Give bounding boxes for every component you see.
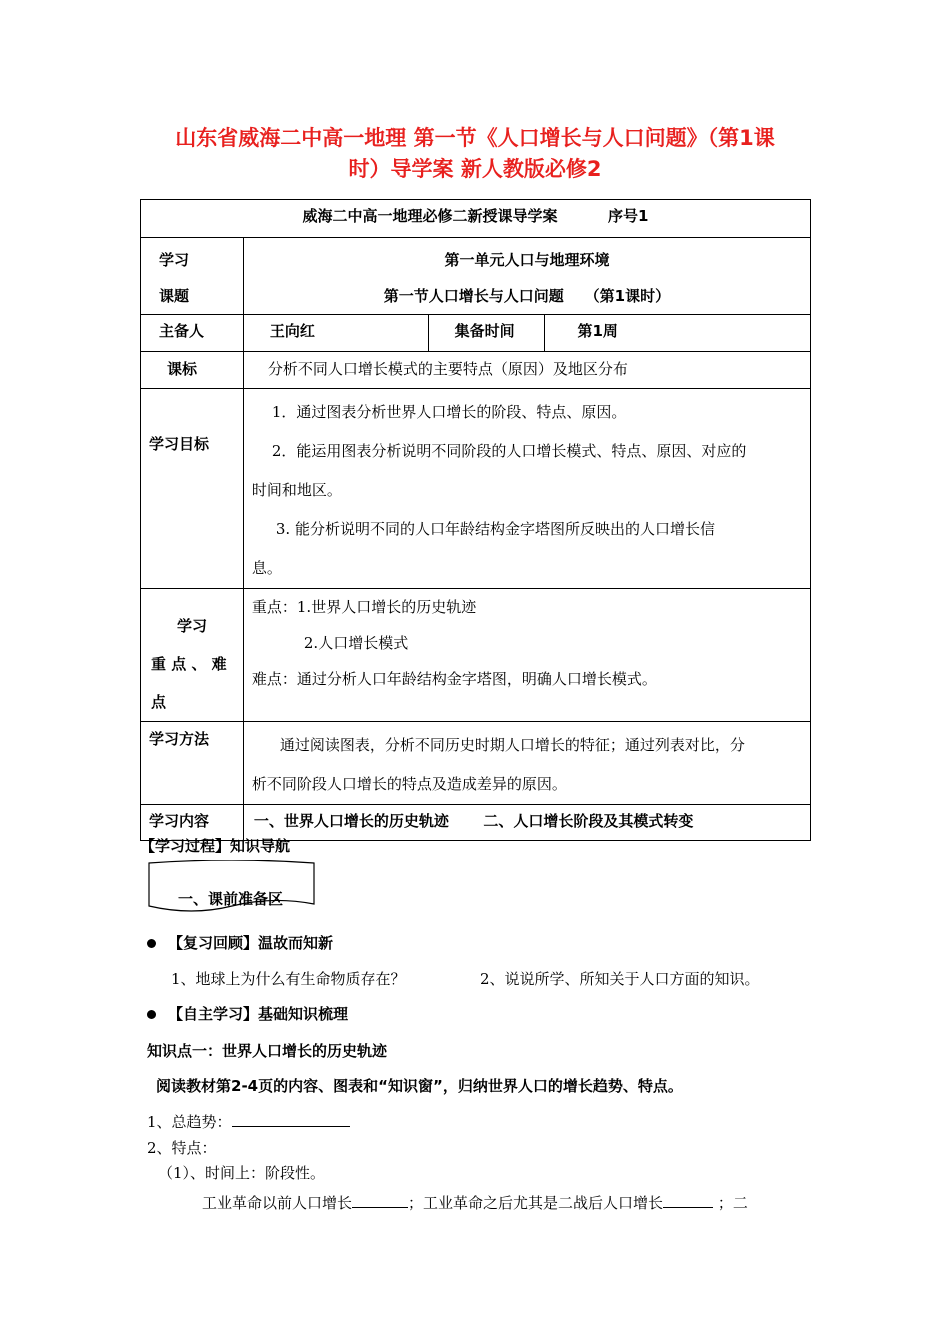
- document-title-line-2: 时）导学案 新人教版必修2: [348, 157, 602, 181]
- preparer-value-cell: [243, 315, 428, 352]
- time-value: 第1周: [577, 322, 618, 340]
- item-2-label: 2、特点：: [147, 1139, 217, 1157]
- review-question-1: 1、地球上为什么有生命物质存在？: [171, 970, 406, 988]
- method-line-1: 通过阅读图表，分析不同历史时期人口增长的特征；通过列表对比，分: [279, 736, 745, 754]
- method-line-2: 析不同阶段人口增长的特点及造成差异的原因。: [251, 775, 567, 793]
- document-title: [120, 123, 830, 185]
- flag-label: 一、课前准备区: [178, 890, 284, 908]
- goal-item-2: 2．能运用图表分析说明不同阶段的人口增长模式、特点、原因、对应的: [271, 442, 747, 460]
- content-item-1: 一、世界人口增长的历史轨迹: [253, 812, 449, 830]
- topic-label-cell: [141, 238, 244, 315]
- time-label: 集备时间: [454, 322, 515, 340]
- content-label: 学习内容: [149, 812, 210, 830]
- post-industrial-blank: [663, 1207, 713, 1208]
- review-question-2: 2、说说所学、所知关于人口方面的知识。: [480, 970, 760, 988]
- unit-title: 第一单元人口与地理环境: [444, 251, 610, 269]
- standard-label-cell: [141, 352, 244, 389]
- keypoints-label-2: 重 点 、 难: [151, 655, 227, 673]
- goal-item-3: 3. 能分析说明不同的人口年龄结构金字塔图所反映出的人口增长信: [275, 520, 715, 538]
- section-title: 第一节人口增长与人口问题: [383, 287, 564, 305]
- topic-label-2: 课题: [159, 287, 190, 305]
- review-heading: 【复习回顾】温故而知新: [168, 934, 334, 952]
- keypoints-label-3: 点: [151, 693, 167, 711]
- keypoints-value-cell: [243, 589, 810, 722]
- process-heading: 【学习过程】知识导航: [140, 837, 291, 855]
- method-label: 学习方法: [149, 730, 210, 748]
- goals-label-cell: [141, 389, 244, 589]
- method-label-cell: [141, 722, 244, 805]
- item-2-sub-label: （1）、时间上：阶段性。: [158, 1164, 326, 1182]
- continuation-text: ；二: [717, 1194, 748, 1212]
- goal-item-3-continued: 息。: [251, 559, 282, 577]
- lesson-plan-table: [140, 199, 811, 841]
- topic-label-1: 学习: [159, 251, 190, 269]
- section-flag: [148, 860, 316, 912]
- lesson-number: （第1课时）: [584, 287, 671, 305]
- keypoints-label-1: 学习: [177, 617, 208, 635]
- content-value-cell: [243, 805, 810, 841]
- time-value-cell: [545, 315, 811, 352]
- bullet-icon: [147, 1010, 156, 1019]
- pre-industrial-blank: [352, 1207, 408, 1208]
- goals-value-cell: [243, 389, 810, 589]
- preparer-label-cell: [141, 315, 244, 352]
- topic-value-cell: [243, 238, 810, 315]
- table-header-cell: [141, 200, 811, 238]
- key-point: 重点：1.世界人口增长的历史轨迹: [251, 598, 477, 616]
- standard-value-cell: [243, 352, 810, 389]
- goals-label: 学习目标: [149, 435, 210, 453]
- content-item-2: 二、人口增长阶段及其模式转变: [483, 812, 694, 830]
- table-header: 威海二中高一地理必修二新授课导学案: [302, 207, 558, 225]
- bullet-icon: [147, 939, 156, 948]
- trend-blank: [232, 1126, 350, 1127]
- pre-industrial-text: 工业革命以前人口增长: [202, 1194, 353, 1212]
- knowledge-point-1-instruction: 阅读教材第2-4页的内容、图表和“知识窗”，归纳世界人口的增长趋势、特点。: [156, 1077, 683, 1095]
- difficult-point: 难点：通过分析人口年龄结构金字塔图，明确人口增长模式。: [251, 670, 657, 688]
- serial-number: 序号1: [608, 207, 649, 225]
- item-1-label: 1、总趋势：: [147, 1113, 232, 1131]
- standard-label: 课标: [167, 360, 198, 378]
- key-point-2: 2.人口增长模式: [303, 634, 409, 652]
- knowledge-point-1-heading: 知识点一：世界人口增长的历史轨迹: [147, 1042, 388, 1060]
- preparer-name: 王向红: [269, 322, 315, 340]
- document-title-line-1: 山东省威海二中高一地理 第一节《人口增长与人口问题》（第1课: [175, 126, 775, 150]
- self-study-heading: 【自主学习】基础知识梳理: [168, 1005, 349, 1023]
- method-value-cell: [243, 722, 810, 805]
- time-label-cell: [428, 315, 545, 352]
- post-industrial-text: ；工业革命之后尤其是二战后人口增长: [408, 1194, 664, 1212]
- keypoints-label-cell: [141, 589, 244, 722]
- preparer-label: 主备人: [159, 322, 205, 340]
- standard-text: 分析不同人口增长模式的主要特点（原因）及地区分布: [267, 360, 628, 378]
- goal-item-1: 1．通过图表分析世界人口增长的阶段、特点、原因。: [271, 403, 627, 421]
- goal-item-2-continued: 时间和地区。: [251, 481, 342, 499]
